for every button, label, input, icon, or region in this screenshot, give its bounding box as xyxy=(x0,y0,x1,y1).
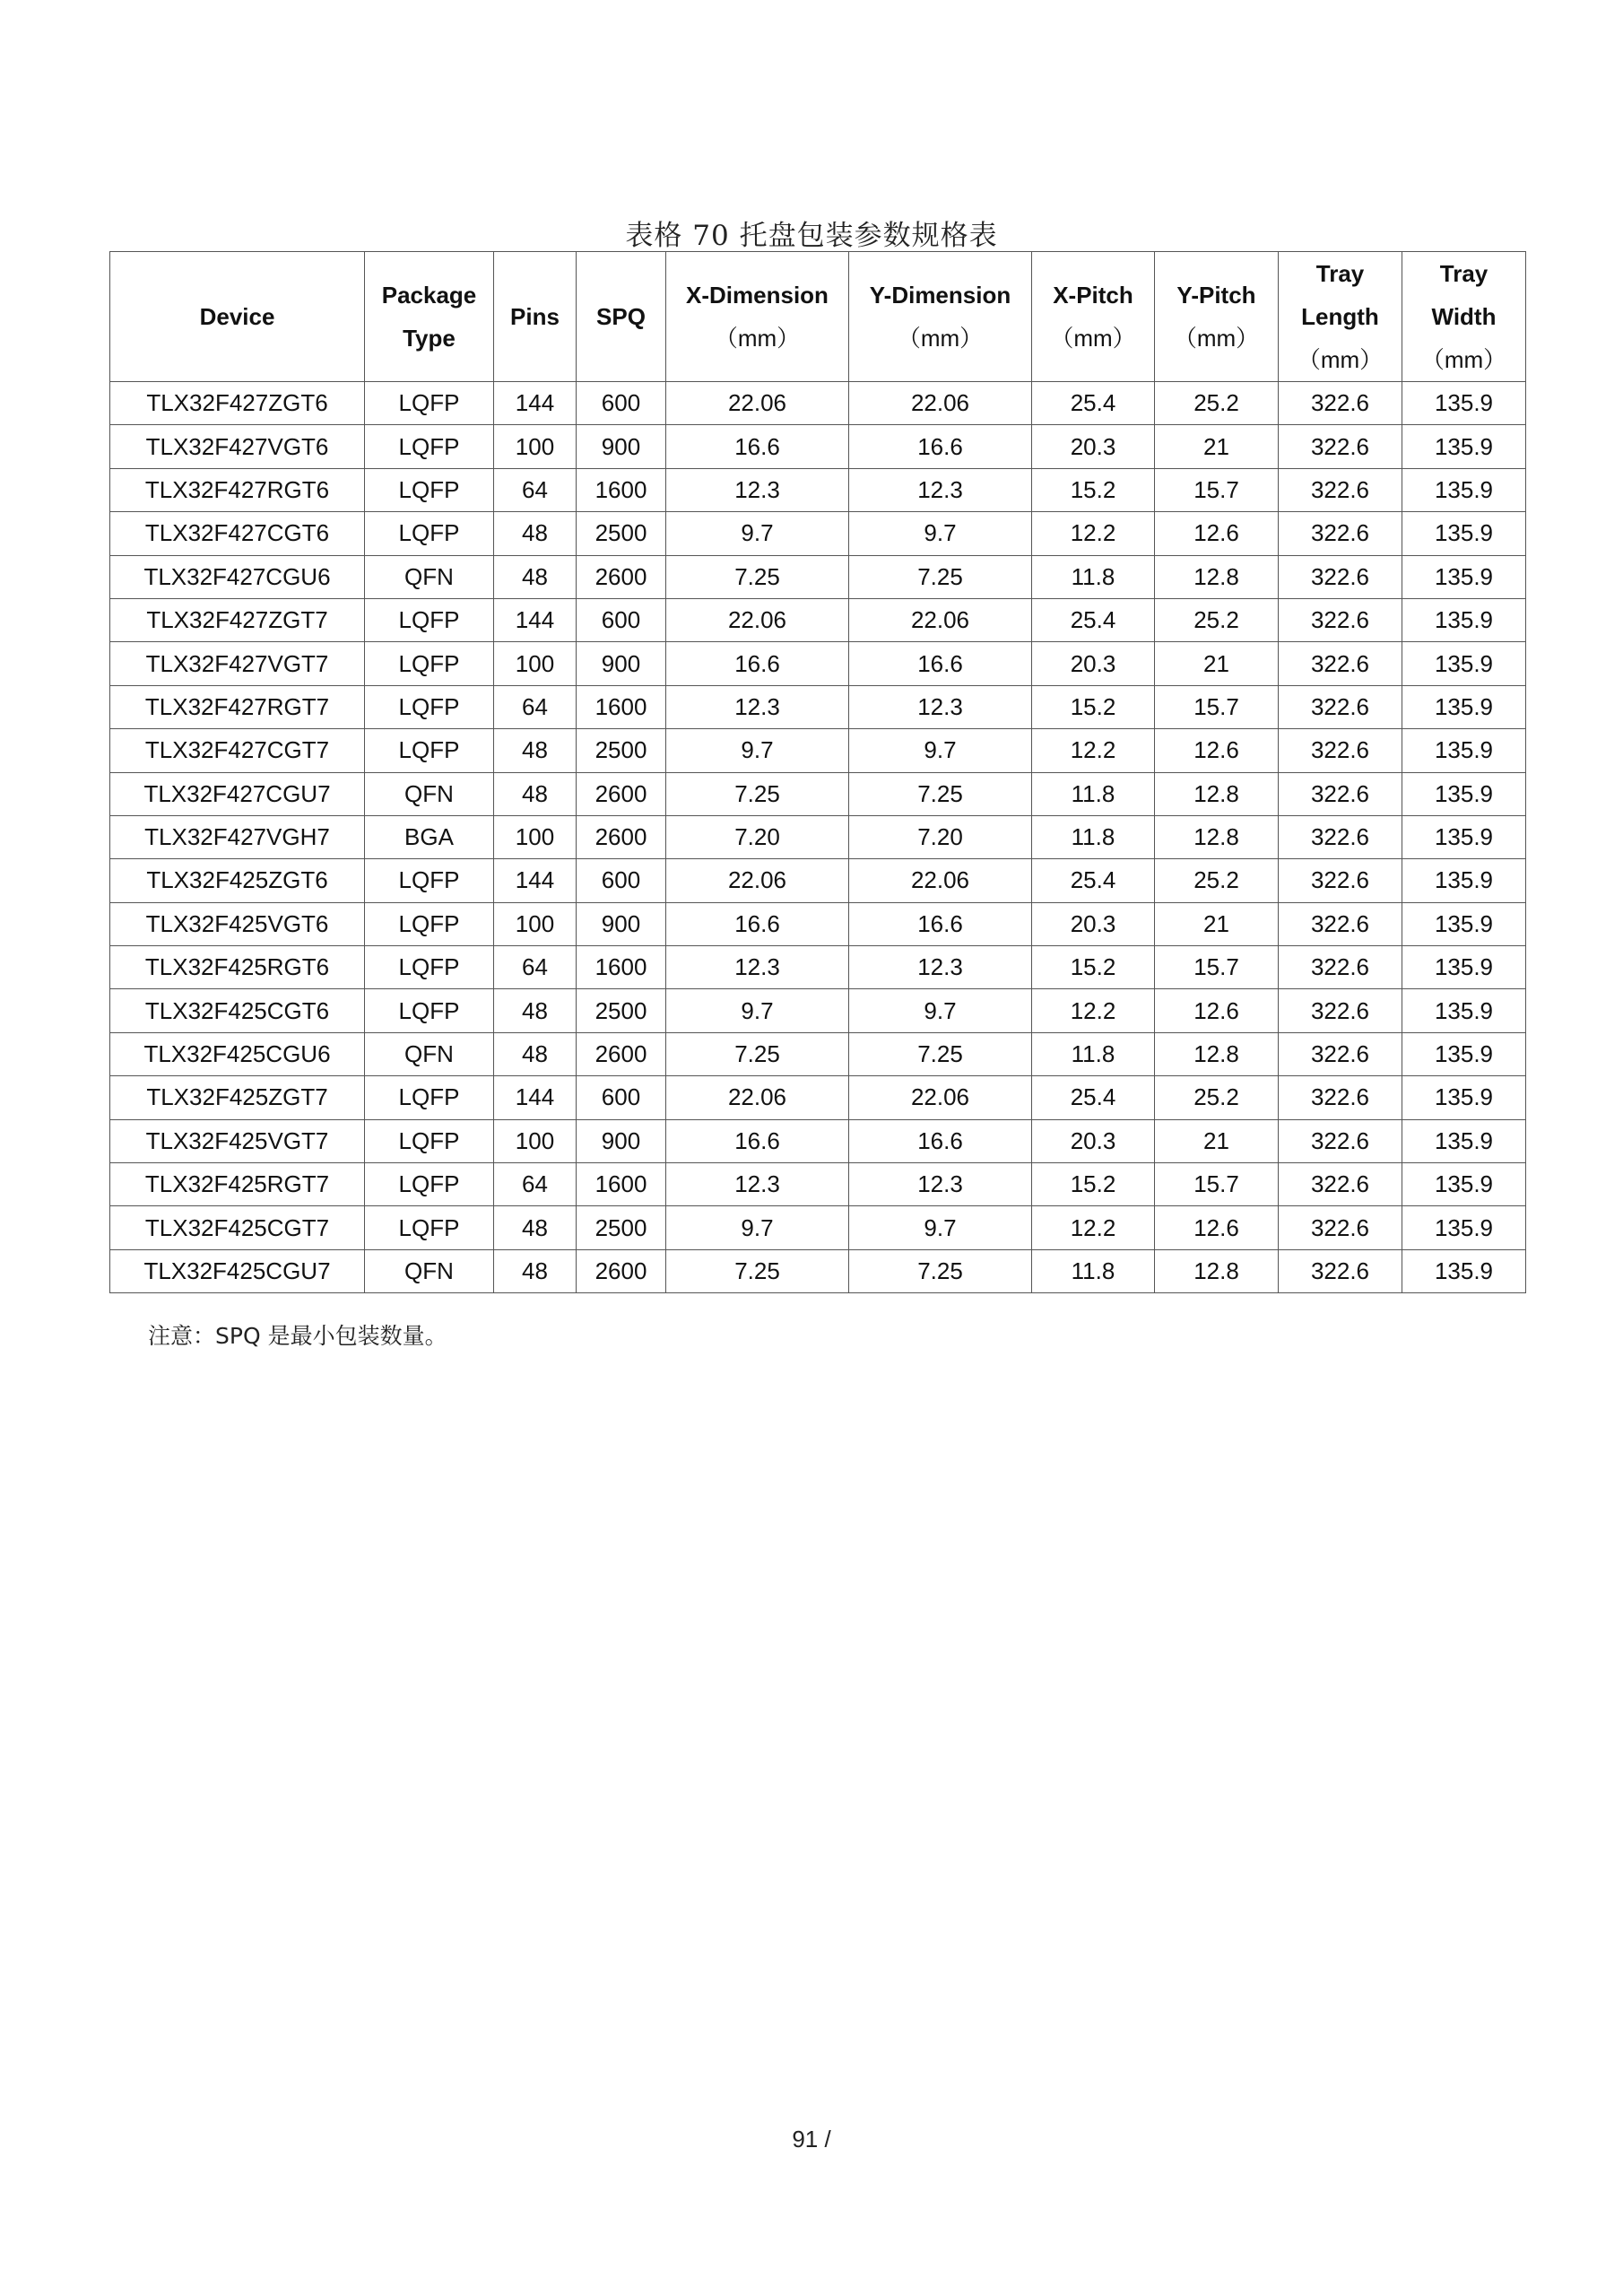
cell-y-pitch: 15.7 xyxy=(1155,1163,1279,1206)
cell-tray-width: 135.9 xyxy=(1402,1206,1526,1249)
cell-spq: 600 xyxy=(577,1076,666,1119)
cell-y-pitch: 25.2 xyxy=(1155,382,1279,425)
cell-package-type: LQFP xyxy=(365,1206,494,1249)
column-header-tray-length xyxy=(1279,252,1402,382)
cell-spq: 2600 xyxy=(577,1249,666,1292)
cell-y-pitch: 21 xyxy=(1155,642,1279,685)
cell-pins: 48 xyxy=(494,512,577,555)
cell-tray-length: 322.6 xyxy=(1279,1163,1402,1206)
table-row xyxy=(110,902,1526,945)
cell-spq: 900 xyxy=(577,902,666,945)
column-header-y-dimension xyxy=(849,252,1032,382)
header-text: （mm） xyxy=(1173,325,1260,352)
cell-package-type: QFN xyxy=(365,1249,494,1292)
table-row xyxy=(110,1163,1526,1206)
cell-tray-length: 322.6 xyxy=(1279,685,1402,728)
cell-package-type: LQFP xyxy=(365,598,494,641)
table-row xyxy=(110,1206,1526,1249)
cell-pins: 48 xyxy=(494,772,577,815)
cell-x-dimension: 12.3 xyxy=(666,685,849,728)
cell-tray-length: 322.6 xyxy=(1279,555,1402,598)
cell-device: TLX32F427VGT6 xyxy=(110,425,365,468)
cell-package-type: LQFP xyxy=(365,1076,494,1119)
cell-device: TLX32F425CGU7 xyxy=(110,1249,365,1292)
cell-tray-width: 135.9 xyxy=(1402,1032,1526,1075)
cell-x-dimension: 12.3 xyxy=(666,946,849,989)
cell-y-pitch: 12.8 xyxy=(1155,1249,1279,1292)
cell-y-pitch: 21 xyxy=(1155,1119,1279,1162)
cell-spq: 600 xyxy=(577,598,666,641)
table-row xyxy=(110,512,1526,555)
cell-tray-length: 322.6 xyxy=(1279,1206,1402,1249)
cell-y-dimension: 16.6 xyxy=(849,902,1032,945)
cell-x-dimension: 7.25 xyxy=(666,555,849,598)
cell-device: TLX32F425ZGT6 xyxy=(110,859,365,902)
cell-y-pitch: 12.8 xyxy=(1155,1032,1279,1075)
cell-spq: 900 xyxy=(577,1119,666,1162)
tray-spec-table xyxy=(109,251,1526,1293)
cell-device: TLX32F427RGT7 xyxy=(110,685,365,728)
table-row xyxy=(110,425,1526,468)
cell-x-pitch: 25.4 xyxy=(1032,382,1155,425)
cell-x-pitch: 15.2 xyxy=(1032,685,1155,728)
table-row xyxy=(110,815,1526,858)
cell-y-dimension: 22.06 xyxy=(849,598,1032,641)
cell-y-dimension: 9.7 xyxy=(849,1206,1032,1249)
cell-spq: 1600 xyxy=(577,946,666,989)
column-header-x-dimension xyxy=(666,252,849,382)
cell-x-pitch: 25.4 xyxy=(1032,1076,1155,1119)
table-row xyxy=(110,859,1526,902)
cell-tray-length: 322.6 xyxy=(1279,1249,1402,1292)
cell-x-dimension: 7.20 xyxy=(666,815,849,858)
cell-x-pitch: 20.3 xyxy=(1032,642,1155,685)
cell-y-pitch: 12.8 xyxy=(1155,815,1279,858)
column-header-x-pitch xyxy=(1032,252,1155,382)
cell-pins: 64 xyxy=(494,1163,577,1206)
cell-y-pitch: 12.8 xyxy=(1155,555,1279,598)
cell-device: TLX32F427CGU7 xyxy=(110,772,365,815)
column-header-y-pitch xyxy=(1155,252,1279,382)
cell-device: TLX32F427RGT6 xyxy=(110,468,365,511)
cell-x-pitch: 11.8 xyxy=(1032,1249,1155,1292)
cell-y-pitch: 21 xyxy=(1155,902,1279,945)
cell-y-dimension: 7.25 xyxy=(849,1032,1032,1075)
cell-x-dimension: 16.6 xyxy=(666,425,849,468)
footnote: 注意：SPQ 是最小包装数量。 xyxy=(148,1323,447,1349)
cell-device: TLX32F427CGT7 xyxy=(110,729,365,772)
header-text: Type xyxy=(403,325,456,352)
cell-pins: 48 xyxy=(494,555,577,598)
cell-spq: 2500 xyxy=(577,989,666,1032)
cell-pins: 100 xyxy=(494,425,577,468)
cell-spq: 600 xyxy=(577,382,666,425)
cell-device: TLX32F425CGT7 xyxy=(110,1206,365,1249)
cell-tray-width: 135.9 xyxy=(1402,1249,1526,1292)
column-header-device xyxy=(110,252,365,382)
cell-device: TLX32F425VGT7 xyxy=(110,1119,365,1162)
cell-pins: 48 xyxy=(494,1206,577,1249)
cell-tray-width: 135.9 xyxy=(1402,598,1526,641)
cell-tray-length: 322.6 xyxy=(1279,859,1402,902)
cell-spq: 600 xyxy=(577,859,666,902)
cell-pins: 48 xyxy=(494,1032,577,1075)
cell-tray-length: 322.6 xyxy=(1279,989,1402,1032)
cell-x-pitch: 11.8 xyxy=(1032,772,1155,815)
cell-x-dimension: 22.06 xyxy=(666,859,849,902)
cell-device: TLX32F427ZGT7 xyxy=(110,598,365,641)
cell-x-dimension: 12.3 xyxy=(666,1163,849,1206)
cell-x-dimension: 12.3 xyxy=(666,468,849,511)
cell-tray-length: 322.6 xyxy=(1279,1032,1402,1075)
header-text: X-Pitch xyxy=(1053,282,1133,309)
table-row xyxy=(110,1076,1526,1119)
cell-tray-width: 135.9 xyxy=(1402,729,1526,772)
cell-x-dimension: 9.7 xyxy=(666,512,849,555)
cell-x-dimension: 9.7 xyxy=(666,729,849,772)
cell-x-pitch: 11.8 xyxy=(1032,555,1155,598)
cell-y-pitch: 12.6 xyxy=(1155,729,1279,772)
cell-package-type: LQFP xyxy=(365,1163,494,1206)
cell-package-type: LQFP xyxy=(365,989,494,1032)
cell-tray-length: 322.6 xyxy=(1279,815,1402,858)
cell-y-dimension: 12.3 xyxy=(849,685,1032,728)
cell-tray-length: 322.6 xyxy=(1279,902,1402,945)
cell-tray-length: 322.6 xyxy=(1279,468,1402,511)
header-text: Length xyxy=(1301,303,1379,330)
header-text: Tray xyxy=(1439,260,1488,287)
cell-package-type: LQFP xyxy=(365,729,494,772)
cell-tray-length: 322.6 xyxy=(1279,729,1402,772)
table-row xyxy=(110,468,1526,511)
cell-spq: 2500 xyxy=(577,1206,666,1249)
cell-package-type: LQFP xyxy=(365,382,494,425)
cell-package-type: LQFP xyxy=(365,902,494,945)
cell-package-type: LQFP xyxy=(365,685,494,728)
cell-x-dimension: 22.06 xyxy=(666,382,849,425)
cell-tray-length: 322.6 xyxy=(1279,598,1402,641)
cell-tray-width: 135.9 xyxy=(1402,468,1526,511)
cell-y-pitch: 15.7 xyxy=(1155,946,1279,989)
table-body xyxy=(110,382,1526,1293)
cell-y-dimension: 7.25 xyxy=(849,555,1032,598)
cell-spq: 2600 xyxy=(577,815,666,858)
cell-x-dimension: 9.7 xyxy=(666,1206,849,1249)
cell-device: TLX32F425RGT6 xyxy=(110,946,365,989)
header-text: Device xyxy=(199,303,275,330)
cell-tray-width: 135.9 xyxy=(1402,772,1526,815)
cell-y-dimension: 7.25 xyxy=(849,772,1032,815)
cell-y-dimension: 7.25 xyxy=(849,1249,1032,1292)
cell-y-dimension: 9.7 xyxy=(849,512,1032,555)
cell-device: TLX32F425CGT6 xyxy=(110,989,365,1032)
cell-x-dimension: 16.6 xyxy=(666,902,849,945)
cell-y-pitch: 15.7 xyxy=(1155,468,1279,511)
cell-x-pitch: 25.4 xyxy=(1032,859,1155,902)
cell-y-dimension: 22.06 xyxy=(849,859,1032,902)
table-row xyxy=(110,989,1526,1032)
cell-y-dimension: 7.20 xyxy=(849,815,1032,858)
cell-x-pitch: 11.8 xyxy=(1032,815,1155,858)
cell-package-type: QFN xyxy=(365,772,494,815)
header-text: （mm） xyxy=(1420,346,1507,373)
table-row xyxy=(110,382,1526,425)
cell-spq: 1600 xyxy=(577,1163,666,1206)
cell-tray-width: 135.9 xyxy=(1402,815,1526,858)
table-row xyxy=(110,1119,1526,1162)
table-row xyxy=(110,772,1526,815)
cell-device: TLX32F427CGT6 xyxy=(110,512,365,555)
cell-package-type: LQFP xyxy=(365,1119,494,1162)
cell-spq: 900 xyxy=(577,425,666,468)
cell-device: TLX32F425RGT7 xyxy=(110,1163,365,1206)
table-row xyxy=(110,685,1526,728)
cell-package-type: LQFP xyxy=(365,859,494,902)
cell-x-pitch: 12.2 xyxy=(1032,512,1155,555)
cell-tray-length: 322.6 xyxy=(1279,946,1402,989)
cell-tray-width: 135.9 xyxy=(1402,989,1526,1032)
cell-x-pitch: 25.4 xyxy=(1032,598,1155,641)
cell-spq: 1600 xyxy=(577,685,666,728)
cell-x-dimension: 22.06 xyxy=(666,1076,849,1119)
cell-x-dimension: 7.25 xyxy=(666,1249,849,1292)
cell-x-pitch: 12.2 xyxy=(1032,729,1155,772)
cell-y-dimension: 12.3 xyxy=(849,1163,1032,1206)
table-header xyxy=(110,252,1526,382)
cell-tray-width: 135.9 xyxy=(1402,946,1526,989)
cell-x-pitch: 11.8 xyxy=(1032,1032,1155,1075)
cell-y-dimension: 16.6 xyxy=(849,425,1032,468)
cell-y-dimension: 22.06 xyxy=(849,1076,1032,1119)
cell-package-type: LQFP xyxy=(365,425,494,468)
cell-package-type: QFN xyxy=(365,555,494,598)
cell-device: TLX32F425ZGT7 xyxy=(110,1076,365,1119)
cell-package-type: QFN xyxy=(365,1032,494,1075)
cell-spq: 2500 xyxy=(577,512,666,555)
cell-tray-width: 135.9 xyxy=(1402,512,1526,555)
cell-spq: 900 xyxy=(577,642,666,685)
cell-pins: 100 xyxy=(494,642,577,685)
header-text: Package xyxy=(381,282,477,309)
cell-x-dimension: 22.06 xyxy=(666,598,849,641)
cell-pins: 144 xyxy=(494,598,577,641)
cell-y-dimension: 12.3 xyxy=(849,946,1032,989)
cell-x-pitch: 20.3 xyxy=(1032,1119,1155,1162)
table-row xyxy=(110,729,1526,772)
cell-spq: 1600 xyxy=(577,468,666,511)
cell-x-pitch: 15.2 xyxy=(1032,1163,1155,1206)
cell-device: TLX32F427CGU6 xyxy=(110,555,365,598)
cell-y-pitch: 12.6 xyxy=(1155,512,1279,555)
cell-pins: 144 xyxy=(494,1076,577,1119)
cell-pins: 48 xyxy=(494,989,577,1032)
cell-y-pitch: 21 xyxy=(1155,425,1279,468)
cell-device: TLX32F425CGU6 xyxy=(110,1032,365,1075)
cell-pins: 100 xyxy=(494,1119,577,1162)
cell-tray-length: 322.6 xyxy=(1279,1119,1402,1162)
cell-tray-width: 135.9 xyxy=(1402,1076,1526,1119)
cell-x-dimension: 16.6 xyxy=(666,642,849,685)
header-text: Y-Dimension xyxy=(869,282,1011,309)
cell-x-pitch: 20.3 xyxy=(1032,425,1155,468)
cell-pins: 144 xyxy=(494,382,577,425)
cell-x-pitch: 15.2 xyxy=(1032,468,1155,511)
table-caption: 表格 70 托盘包装参数规格表 xyxy=(625,220,998,252)
cell-y-pitch: 15.7 xyxy=(1155,685,1279,728)
cell-package-type: LQFP xyxy=(365,512,494,555)
cell-y-dimension: 12.3 xyxy=(849,468,1032,511)
cell-pins: 64 xyxy=(494,468,577,511)
column-header-pins xyxy=(494,252,577,382)
cell-device: TLX32F427ZGT6 xyxy=(110,382,365,425)
table-row xyxy=(110,1032,1526,1075)
cell-device: TLX32F425VGT6 xyxy=(110,902,365,945)
cell-tray-length: 322.6 xyxy=(1279,772,1402,815)
cell-pins: 100 xyxy=(494,815,577,858)
cell-spq: 2600 xyxy=(577,1032,666,1075)
cell-package-type: LQFP xyxy=(365,468,494,511)
cell-tray-width: 135.9 xyxy=(1402,1119,1526,1162)
cell-x-pitch: 12.2 xyxy=(1032,989,1155,1032)
column-header-spq xyxy=(577,252,666,382)
cell-y-pitch: 25.2 xyxy=(1155,598,1279,641)
cell-device: TLX32F427VGT7 xyxy=(110,642,365,685)
cell-pins: 48 xyxy=(494,729,577,772)
column-header-package-type xyxy=(365,252,494,382)
cell-x-pitch: 20.3 xyxy=(1032,902,1155,945)
cell-tray-width: 135.9 xyxy=(1402,642,1526,685)
cell-pins: 144 xyxy=(494,859,577,902)
header-text: Tray xyxy=(1315,260,1365,287)
cell-tray-width: 135.9 xyxy=(1402,685,1526,728)
column-header-tray-width xyxy=(1402,252,1526,382)
cell-x-pitch: 12.2 xyxy=(1032,1206,1155,1249)
cell-spq: 2600 xyxy=(577,555,666,598)
cell-tray-width: 135.9 xyxy=(1402,382,1526,425)
cell-pins: 64 xyxy=(494,946,577,989)
cell-y-pitch: 25.2 xyxy=(1155,1076,1279,1119)
cell-package-type: LQFP xyxy=(365,946,494,989)
cell-tray-width: 135.9 xyxy=(1402,902,1526,945)
cell-y-pitch: 12.6 xyxy=(1155,989,1279,1032)
header-text: X-Dimension xyxy=(686,282,829,309)
header-text: （mm） xyxy=(1050,325,1136,352)
cell-x-dimension: 7.25 xyxy=(666,1032,849,1075)
cell-x-dimension: 16.6 xyxy=(666,1119,849,1162)
cell-x-pitch: 15.2 xyxy=(1032,946,1155,989)
cell-x-dimension: 9.7 xyxy=(666,989,849,1032)
cell-tray-length: 322.6 xyxy=(1279,512,1402,555)
cell-package-type: BGA xyxy=(365,815,494,858)
table-row xyxy=(110,642,1526,685)
header-row xyxy=(110,252,1526,382)
cell-device: TLX32F427VGH7 xyxy=(110,815,365,858)
page-number: 91 / xyxy=(792,2126,831,2152)
header-text: （mm） xyxy=(714,325,801,352)
header-text: Pins xyxy=(510,303,560,330)
table-row xyxy=(110,555,1526,598)
cell-tray-length: 322.6 xyxy=(1279,1076,1402,1119)
header-text: （mm） xyxy=(1297,346,1384,373)
table-row xyxy=(110,946,1526,989)
cell-tray-width: 135.9 xyxy=(1402,1163,1526,1206)
cell-tray-width: 135.9 xyxy=(1402,859,1526,902)
cell-pins: 48 xyxy=(494,1249,577,1292)
cell-y-pitch: 12.8 xyxy=(1155,772,1279,815)
cell-y-pitch: 25.2 xyxy=(1155,859,1279,902)
table-row xyxy=(110,1249,1526,1292)
cell-y-dimension: 9.7 xyxy=(849,729,1032,772)
cell-pins: 100 xyxy=(494,902,577,945)
cell-spq: 2500 xyxy=(577,729,666,772)
cell-tray-length: 322.6 xyxy=(1279,425,1402,468)
cell-y-pitch: 12.6 xyxy=(1155,1206,1279,1249)
cell-y-dimension: 16.6 xyxy=(849,642,1032,685)
table-row xyxy=(110,598,1526,641)
cell-y-dimension: 16.6 xyxy=(849,1119,1032,1162)
cell-y-dimension: 9.7 xyxy=(849,989,1032,1032)
cell-tray-width: 135.9 xyxy=(1402,425,1526,468)
header-text: SPQ xyxy=(596,303,646,330)
cell-package-type: LQFP xyxy=(365,642,494,685)
cell-pins: 64 xyxy=(494,685,577,728)
cell-tray-width: 135.9 xyxy=(1402,555,1526,598)
cell-tray-length: 322.6 xyxy=(1279,382,1402,425)
cell-y-dimension: 22.06 xyxy=(849,382,1032,425)
cell-tray-length: 322.6 xyxy=(1279,642,1402,685)
cell-spq: 2600 xyxy=(577,772,666,815)
header-text: （mm） xyxy=(897,325,984,352)
cell-x-dimension: 7.25 xyxy=(666,772,849,815)
header-text: Y-Pitch xyxy=(1176,282,1256,309)
header-text: Width xyxy=(1431,303,1497,330)
